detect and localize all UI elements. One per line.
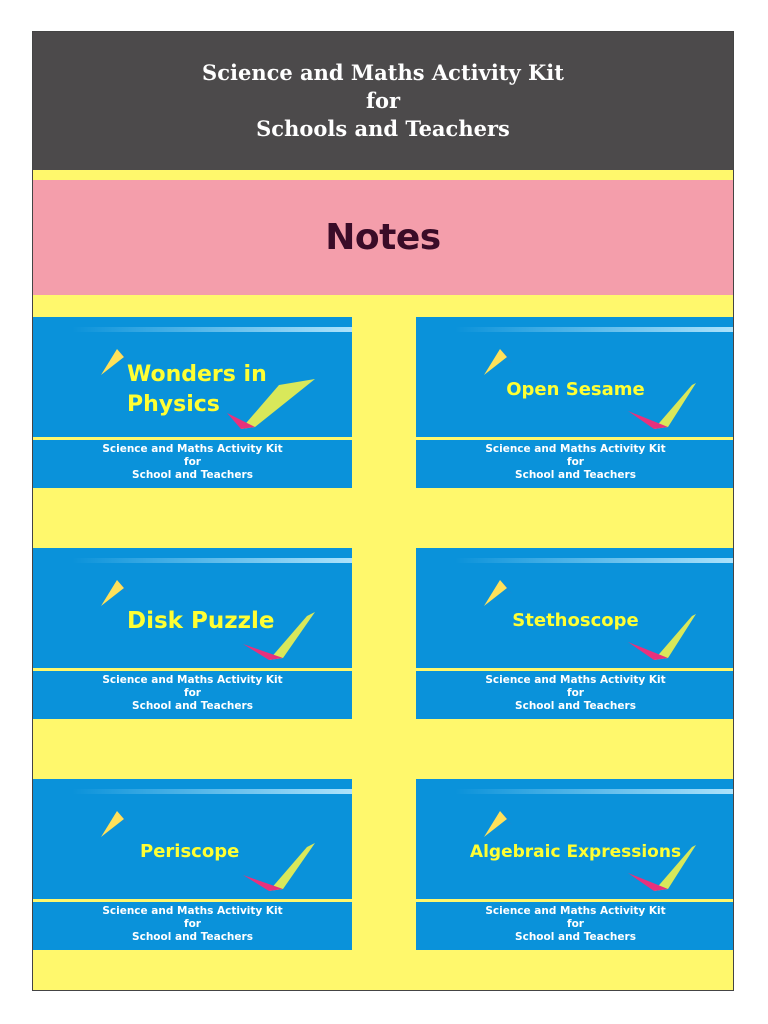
card-subtitle-line-2: for [567, 687, 584, 699]
card-subtitle-line-2: for [184, 456, 201, 468]
card-subtitle-line-1: Science and Maths Activity Kit [102, 905, 283, 917]
card-subtitle-line-2: for [184, 918, 201, 930]
card-divider [33, 899, 352, 902]
card-title-line-1: Periscope [140, 841, 240, 862]
card-subtitle-line-3: School and Teachers [132, 700, 253, 712]
card-title [430, 347, 721, 432]
card-title [430, 809, 721, 894]
kit-card-disk-puzzle[interactable] [33, 548, 352, 719]
card-title-line-1: Wonders in [127, 361, 267, 387]
card-title-line-1: Open Sesame [506, 379, 645, 400]
kit-card-periscope[interactable] [33, 779, 352, 950]
notes-band [33, 180, 733, 295]
card-divider [33, 437, 352, 440]
card-title-line-1: Algebraic Expressions [469, 841, 682, 862]
card-subtitle-line-1: Science and Maths Activity Kit [102, 443, 283, 455]
card-title-line-1: Stethoscope [512, 610, 639, 631]
card-divider [416, 437, 734, 440]
card-subtitle-line-1: Science and Maths Activity Kit [102, 674, 283, 686]
card-subtitle-line-3: School and Teachers [132, 469, 253, 481]
kit-card-open-sesame[interactable] [416, 317, 734, 488]
header-line-2: for [365, 88, 401, 113]
header-line-3: Schools and Teachers [256, 116, 510, 141]
card-title [47, 809, 338, 894]
card-subtitle [33, 674, 352, 713]
card-subtitle [33, 443, 352, 482]
card-divider [416, 899, 734, 902]
card-title [47, 578, 338, 663]
card-subtitle-line-3: School and Teachers [515, 700, 636, 712]
card-subtitle-line-3: School and Teachers [132, 931, 253, 943]
card-subtitle-line-2: for [567, 918, 584, 930]
card-subtitle [416, 674, 734, 713]
card-divider [416, 668, 734, 671]
kit-card-algebraic-expressions[interactable] [416, 779, 734, 950]
kit-card-wonders-in-physics[interactable] [33, 317, 352, 488]
card-subtitle-line-3: School and Teachers [515, 931, 636, 943]
card-subtitle-line-3: School and Teachers [515, 469, 636, 481]
card-title [430, 578, 721, 663]
notes-title: Notes [325, 217, 441, 258]
card-subtitle-line-1: Science and Maths Activity Kit [485, 674, 666, 686]
notes-page [32, 31, 734, 991]
card-subtitle-line-2: for [184, 687, 201, 699]
card-title-line-1: Disk Puzzle [127, 607, 275, 634]
page-header [33, 32, 733, 170]
card-subtitle-line-1: Science and Maths Activity Kit [485, 443, 666, 455]
kit-card-stethoscope[interactable] [416, 548, 734, 719]
card-subtitle [416, 443, 734, 482]
card-title-line-2: Physics [127, 391, 220, 417]
card-subtitle [416, 905, 734, 944]
card-subtitle-line-1: Science and Maths Activity Kit [485, 905, 666, 917]
card-title [47, 347, 338, 432]
card-divider [33, 668, 352, 671]
card-subtitle-line-2: for [567, 456, 584, 468]
header-line-1: Science and Maths Activity Kit [202, 60, 564, 85]
card-subtitle [33, 905, 352, 944]
